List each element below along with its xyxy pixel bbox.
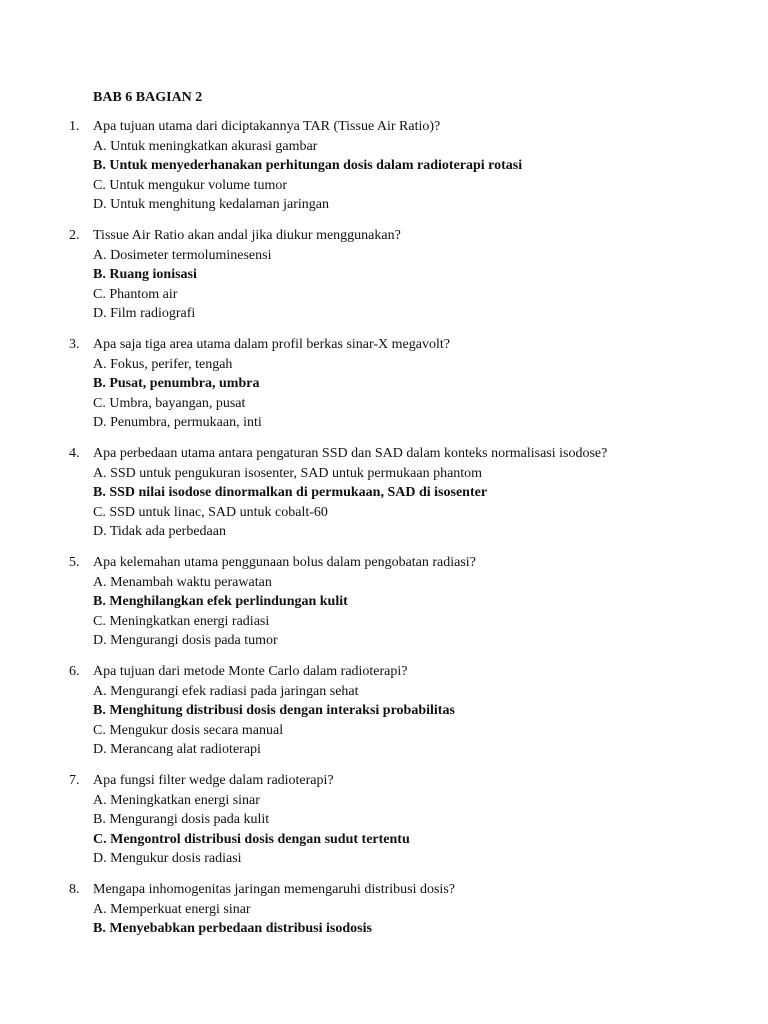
answer-option-correct: B. Ruang ionisasi: [93, 267, 197, 282]
answer-option: C. Untuk mengukur volume tumor: [93, 177, 288, 193]
answer-option: C. SSD untuk linac, SAD untuk cobalt-60: [93, 504, 328, 520]
question-text: Mengapa inhomogenitas jaringan memengaruhi distribusi dosis?: [93, 882, 455, 897]
answer-option-correct: B. Menyebabkan perbedaan distribusi isodosis: [93, 921, 372, 936]
question-body: [93, 335, 768, 433]
question-item: [0, 117, 768, 215]
question-item: [0, 771, 768, 869]
answer-option: D. Mengurangi dosis pada tumor: [93, 633, 278, 648]
question-number: 7.: [69, 773, 80, 788]
question-body: [93, 117, 768, 215]
question-item: [0, 226, 768, 324]
question-body: [93, 553, 768, 651]
answer-option: C. Umbra, bayangan, pusat: [93, 395, 246, 411]
question-number: 8.: [69, 882, 80, 897]
question-text: Apa tujuan dari metode Monte Carlo dalam radioterapi?: [93, 664, 408, 679]
answer-option-correct: B. Pusat, penumbra, umbra: [93, 376, 260, 391]
answer-option: D. Mengukur dosis radiasi: [93, 851, 242, 866]
question-text: Apa perbedaan utama antara pengaturan SSD dan SAD dalam konteks normalisasi isodose?: [93, 446, 608, 461]
question-body: [93, 662, 768, 760]
answer-option: A. Menambah waktu perawatan: [93, 574, 272, 590]
question-body: [93, 771, 768, 869]
question-text: Apa kelemahan utama penggunaan bolus dalam pengobatan radiasi?: [93, 555, 476, 570]
answer-option: C. Meningkatkan energi radiasi: [93, 613, 270, 629]
question-item: [0, 335, 768, 433]
answer-option: A. Memperkuat energi sinar: [93, 901, 251, 917]
question-body: [93, 226, 768, 324]
question-item: [0, 662, 768, 760]
question-number: 5.: [69, 555, 80, 570]
answer-option: A. Fokus, perifer, tengah: [93, 356, 233, 372]
question-number: 2.: [69, 228, 80, 243]
answer-option-correct: B. Untuk menyederhanakan perhitungan dosis dalam radioterapi rotasi: [93, 158, 523, 173]
answer-option: D. Merancang alat radioterapi: [93, 742, 261, 757]
answer-option: C. Mengukur dosis secara manual: [93, 722, 284, 738]
question-text: Apa saja tiga area utama dalam profil berkas sinar-X megavolt?: [93, 337, 450, 352]
answer-option-correct: B. Menghilangkan efek perlindungan kulit: [93, 594, 348, 609]
document-title: BAB 6 BAGIAN 2: [93, 90, 203, 105]
answer-option: B. Mengurangi dosis pada kulit: [93, 812, 270, 827]
answer-option: A. Meningkatkan energi sinar: [93, 792, 260, 808]
answer-option-correct: C. Mengontrol distribusi dosis dengan sudut tertentu: [93, 831, 410, 847]
question-body: [93, 880, 768, 939]
question-list: [0, 117, 768, 950]
question-text: Apa fungsi filter wedge dalam radioterapi?: [93, 773, 334, 788]
answer-option: D. Penumbra, permukaan, inti: [93, 415, 262, 430]
question-number: 4.: [69, 446, 80, 461]
question-number: 1.: [69, 119, 80, 134]
answer-option-correct: B. SSD nilai isodose dinormalkan di permukaan, SAD di isosenter: [93, 485, 488, 500]
answer-option: A. Dosimeter termoluminesensi: [93, 247, 272, 263]
question-number: 6.: [69, 664, 80, 679]
answer-option: A. SSD untuk pengukuran isosenter, SAD untuk permukaan phantom: [93, 465, 483, 481]
answer-option: D. Film radiografi: [93, 306, 196, 321]
question-item: [0, 880, 768, 939]
question-item: [0, 553, 768, 651]
question-number: 3.: [69, 337, 80, 352]
answer-option: A. Untuk meningkatkan akurasi gambar: [93, 138, 318, 154]
answer-option-correct: B. Menghitung distribusi dosis dengan interaksi probabilitas: [93, 703, 455, 718]
answer-option: A. Mengurangi efek radiasi pada jaringan sehat: [93, 683, 359, 699]
answer-option: C. Phantom air: [93, 286, 178, 302]
answer-option: D. Tidak ada perbedaan: [93, 524, 226, 539]
question-text: Tissue Air Ratio akan andal jika diukur menggunakan?: [93, 228, 401, 243]
question-body: [93, 444, 768, 542]
question-text: Apa tujuan utama dari diciptakannya TAR (Tissue Air Ratio)?: [93, 119, 441, 134]
question-item: [0, 444, 768, 542]
answer-option: D. Untuk menghitung kedalaman jaringan: [93, 197, 329, 212]
